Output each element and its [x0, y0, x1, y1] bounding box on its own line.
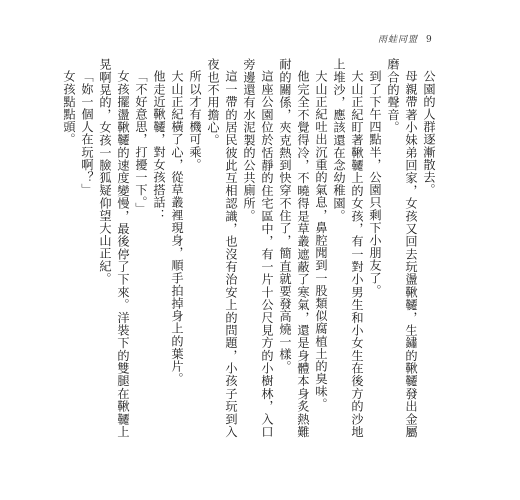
paragraph: 大山正紀橫了心，從草叢裡現身，順手拍掉身上的葉片。: [170, 70, 184, 386]
paragraph: 他走近鞦韆，對女孩搭話：: [152, 70, 166, 222]
paragraph: 大山正紀盯著鞦韆上的女孩，有一對小男生和小女生在後方的沙地上堆沙，應該還在念幼稚園。: [332, 58, 364, 438]
book-title: 雨蛙同盟: [378, 35, 419, 45]
paragraph: 到了下午四點半，公園只剩下小朋友了。: [368, 70, 382, 297]
paragraph: 這座公園位於恬靜的住宅區中，有一片十公尺見方的小樹林，入口旁邊還有水泥製的公共廁所。: [242, 58, 274, 438]
paragraph: 母親帶著小妹弟回家，女孩又回去玩盪鞦韆，生鏽的鞦韆發出金屬磨合的聲音。: [386, 58, 418, 438]
paragraph: 所以才有機可乘。: [188, 70, 202, 171]
paragraph: 大山正紀吐出沉重的氣息，鼻腔聞到一股類似腐植土的臭味。: [314, 70, 328, 411]
page-number: 9: [426, 35, 433, 45]
paragraph: 「妳一個人在玩啊？」: [80, 70, 94, 197]
paragraph: 女孩擺盪鞦韆的速度變慢，最後停了下來。洋裝下的雙腿在鞦韆上晃啊晃的，女孩一臉狐疑仰望大山正紀。: [98, 58, 130, 438]
paragraph: 「不好意思，打擾一下。」: [134, 70, 148, 216]
running-header: [378, 32, 433, 45]
paragraph: 女孩點點頭。: [62, 70, 76, 146]
paragraph: 他完全不覺得冷，不曉得是草叢遮蔽了寒氣，還是身體本身炙熱難耐的關係，夾克熱到快穿不住了，簡直就要發高燒一樣。: [278, 58, 310, 438]
body-text: [60, 58, 438, 438]
paragraph: 這一帶的居民彼此互相認識，也沒有治安上的問題，小孩子玩到入夜也不用擔心。: [206, 58, 238, 438]
paragraph: 公園的人群逐漸散去。: [422, 70, 436, 197]
